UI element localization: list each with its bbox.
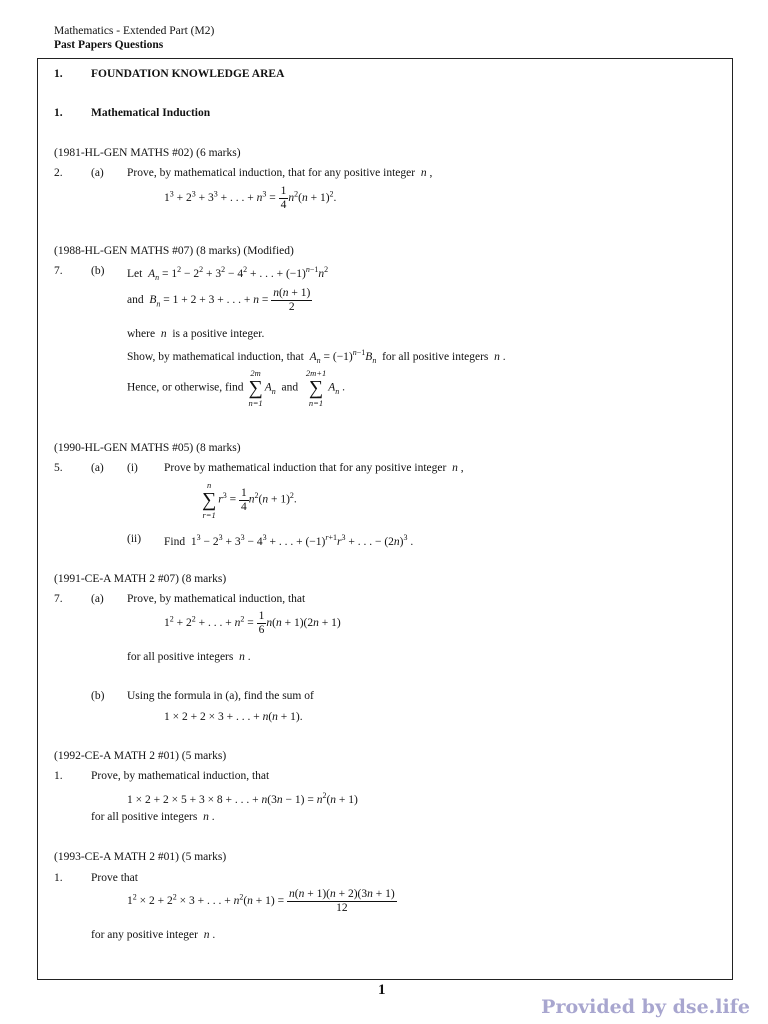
q6-text: Prove that	[91, 872, 138, 884]
watermark: Provided by dse.life	[541, 996, 750, 1018]
q4-text-a: Prove, by mathematical induction, that	[127, 593, 306, 605]
q4-formula-a: $1^2 + 2^2$ + . . . + $n^2$ = $\frac{1}{6}$ n(n + 1)(2n + 1)	[164, 610, 341, 636]
q6-formula: $1^2 \times 2 + 2^2 \times 3$ + . . . + $n^2(n + 1)$ = $\frac{n(n + 1)(n + 2)(3n + 1)}{12}$	[127, 888, 395, 914]
q3-formula: n ∑ r=1 $r^3$ = $\frac{1}{4}$ $n^2(n + 1)^2$.	[202, 480, 297, 520]
q4-part-a: (a)	[91, 593, 104, 605]
q2-show: Show, by mathematical induction, that $A_n = (-1)^{n-1}B_n$ for all positive integers n .	[127, 348, 506, 366]
q3-text1: Prove by mathematical induction that for any positive integer n ,	[164, 462, 464, 474]
q4-formula-b: 1 × 2 + 2 × 3 + . . . + n(n + 1).	[164, 711, 303, 723]
q3-source: (1990-HL-GEN MATHS #05) (8 marks)	[54, 442, 241, 454]
q5-text: Prove, by mathematical induction, that	[91, 770, 270, 782]
q4-number: 7.	[54, 593, 63, 605]
q1-part: (a)	[91, 167, 104, 179]
q3-sub1: (i)	[127, 462, 138, 474]
q5-source: (1992-CE-A MATH 2 #01) (5 marks)	[54, 750, 227, 762]
subsection-number: 1.	[54, 107, 63, 119]
q2-where: where n is a positive integer.	[127, 328, 265, 340]
section-title: FOUNDATION KNOWLEDGE AREA	[91, 68, 285, 80]
q2-number: 7.	[54, 265, 63, 277]
q1-source: (1981-HL-GEN MATHS #02) (6 marks)	[54, 147, 241, 159]
page-number: 1	[378, 982, 386, 998]
q4-source: (1991-CE-A MATH 2 #07) (8 marks)	[54, 573, 227, 585]
q6-for-any: for any positive integer n .	[91, 929, 216, 941]
q2-def-b: and $B_n = 1 + 2 + 3$ + . . . + n = $\frac{n(n + 1)}{2}$	[127, 287, 311, 313]
q3-part: (a)	[91, 462, 104, 474]
q5-formula: 1 × 2 + 2 × 5 + 3 × 8 + . . . + $n(3n - 1) = n^2(n + 1)$	[127, 791, 358, 806]
q3-number: 5.	[54, 462, 63, 474]
q5-number: 1.	[54, 770, 63, 782]
content-frame	[37, 58, 733, 980]
subject-title: Mathematics - Extended Part (M2)	[54, 25, 215, 37]
q2-part: (b)	[91, 265, 105, 277]
q3-find: Find $1^3 - 2^3 + 3^3 - 4^3$ + . . . + $(-1)^{r+1}r^3$ + . . . − $(2n)^3$ .	[164, 533, 414, 548]
q1-formula: $1^3 + 2^3 + 3^3$ + . . . + $n^3$ = $\frac{1}{4}$ $n^2(n + 1)^2$.	[164, 185, 337, 211]
q1-text: Prove, by mathematical induction, that for any positive integer n ,	[127, 167, 433, 179]
q2-def-a: Let $A_n = 1^2 - 2^2 + 3^2 - 4^2$ + . . . + $(-1)^{n-1}n^2$	[127, 265, 329, 283]
q6-source: (1993-CE-A MATH 2 #01) (5 marks)	[54, 851, 227, 863]
q5-for-all: for all positive integers n .	[91, 811, 215, 823]
q2-source: (1988-HL-GEN MATHS #07) (8 marks) (Modified)	[54, 245, 294, 257]
q2-hence: Hence, or otherwise, find 2m ∑ n=1 $A_n$ and 2m+1 ∑ n=1 $A_n$ .	[127, 368, 345, 408]
subsection-title: Mathematical Induction	[91, 107, 211, 119]
q4-part-b: (b)	[91, 690, 105, 702]
q4-text-b: Using the formula in (a), find the sum of	[127, 690, 314, 702]
q3-sub2: (ii)	[127, 533, 142, 545]
page-header	[54, 24, 214, 52]
section-number: 1.	[54, 68, 63, 80]
document-subtitle: Past Papers Questions	[54, 39, 164, 51]
q6-number: 1.	[54, 872, 63, 884]
q1-number: 2.	[54, 167, 63, 179]
q4-for-all: for all positive integers n .	[127, 651, 251, 663]
